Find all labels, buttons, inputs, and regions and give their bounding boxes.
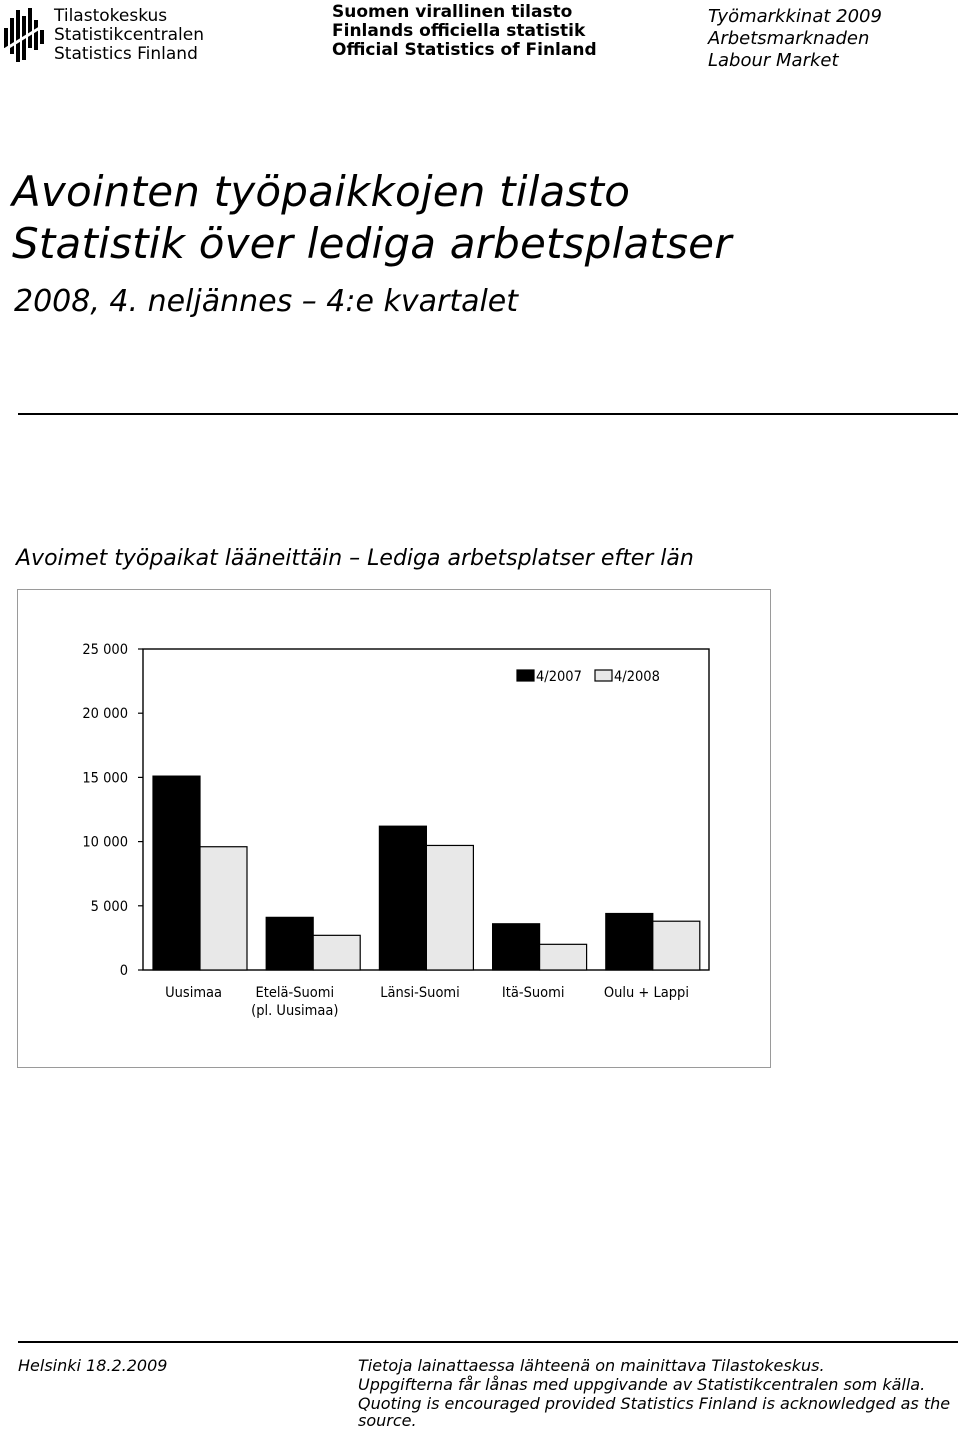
- y-tick-label: 15 000: [82, 770, 128, 787]
- x-category-label: (pl. Uusimaa): [251, 1003, 339, 1019]
- official-statistics-sv: Finlands officiella statistik: [332, 21, 586, 41]
- series-name-fi: Työmarkkinat 2009: [708, 6, 882, 27]
- y-tick-label: 0: [119, 963, 128, 979]
- legend-label: 4/2008: [614, 669, 660, 685]
- y-tick-label: 5 000: [90, 898, 128, 915]
- y-tick-label: 20 000: [82, 706, 128, 723]
- x-category-label: Itä-Suomi: [501, 985, 565, 1001]
- official-statistics-en: Official Statistics of Finland: [332, 40, 597, 60]
- bar-4-2007-4: [606, 914, 653, 970]
- x-category-label: Länsi-Suomi: [380, 985, 460, 1001]
- footer-divider: [18, 1341, 958, 1343]
- legend-label: 4/2007: [536, 669, 582, 685]
- chart-title: Avoimet työpaikat lääneittäin – Lediga arbetsplatser efter län: [16, 546, 694, 571]
- official-statistics-fi: Suomen virallinen tilasto: [332, 2, 573, 22]
- footer-note-en: Quoting is encouraged provided Statistics Finland is acknowledged as the source.: [358, 1394, 951, 1430]
- x-category-label: Oulu + Lappi: [603, 985, 689, 1001]
- legend-swatch: [517, 670, 534, 681]
- bar-4-2008-2: [426, 845, 473, 970]
- x-category-label: Uusimaa: [165, 985, 223, 1001]
- footer-note-fi: Tietoja lainattaessa lähteenä on mainittava Tilastokeskus.: [358, 1356, 825, 1375]
- bar-4-2008-3: [540, 944, 587, 970]
- org-name-en: Statistics Finland: [54, 44, 198, 64]
- legend-swatch: [595, 670, 612, 681]
- series-name-sv: Arbetsmarknaden: [708, 28, 870, 49]
- bar-chart: [18, 590, 770, 1067]
- footer-note-sv: Uppgifterna får lånas med uppgivande av Statistikcentralen som källa.: [358, 1375, 926, 1394]
- y-tick-label: 25 000: [82, 642, 128, 658]
- org-name-fi: Tilastokeskus: [54, 6, 168, 26]
- statistics-finland-logo-icon: [4, 6, 48, 64]
- bar-4-2008-4: [653, 921, 700, 970]
- bar-4-2007-3: [493, 924, 540, 970]
- bar-4-2007-0: [153, 776, 200, 970]
- page-title-sv: Statistik över lediga arbetsplatser: [12, 219, 732, 268]
- bar-4-2008-0: [200, 847, 247, 970]
- page-title: Avointen työpaikkojen tilasto: [12, 167, 631, 216]
- y-tick-label: 10 000: [82, 834, 128, 851]
- series-name-en: Labour Market: [708, 50, 839, 71]
- footer-place-date: Helsinki 18.2.2009: [18, 1356, 168, 1375]
- chart-frame: [17, 589, 771, 1068]
- header-divider: [18, 413, 958, 415]
- org-name-sv: Statistikcentralen: [54, 25, 204, 45]
- bar-4-2008-1: [313, 935, 360, 970]
- page-subtitle: 2008, 4. neljännes – 4:e kvartalet: [14, 284, 519, 319]
- bar-4-2007-1: [266, 917, 313, 970]
- x-category-label: Etelä-Suomi: [255, 985, 335, 1001]
- bar-4-2007-2: [379, 826, 426, 970]
